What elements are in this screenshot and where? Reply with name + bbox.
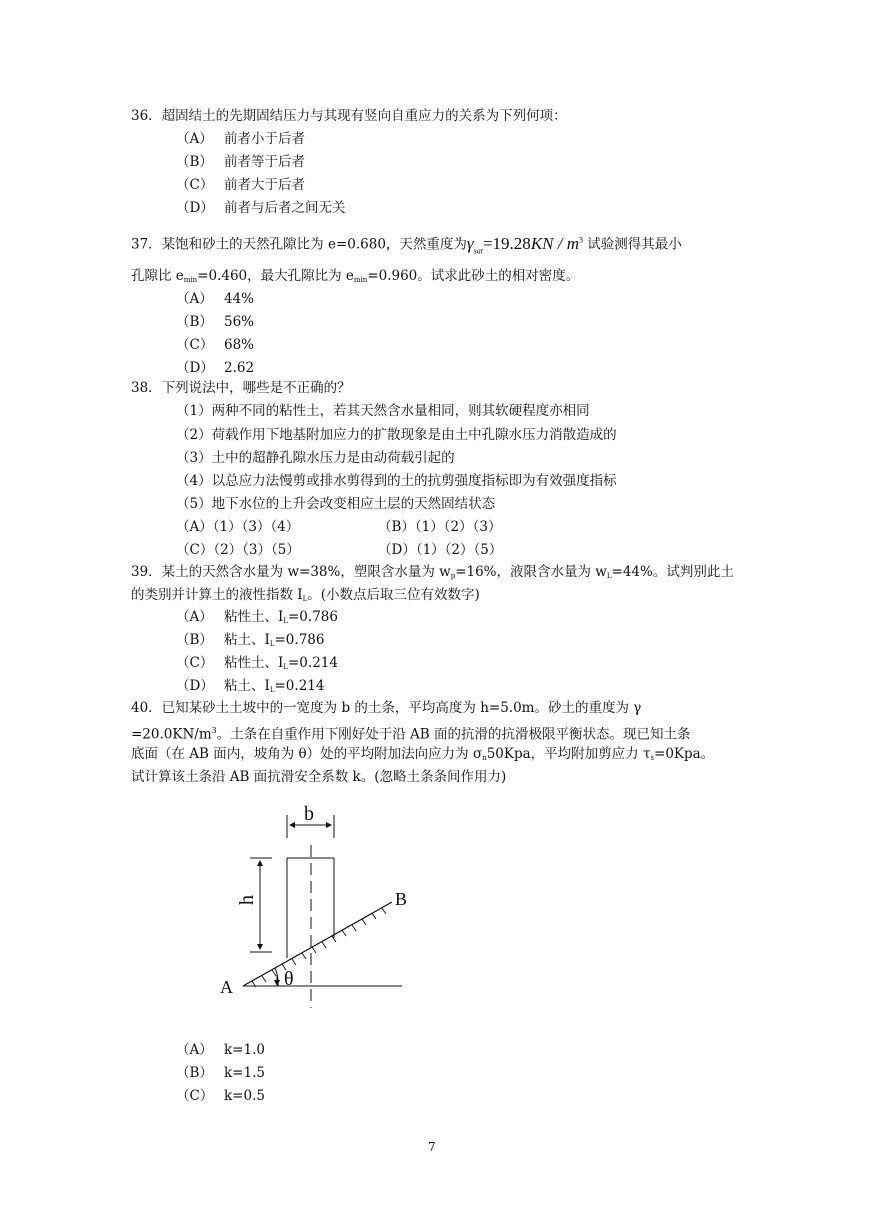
option-value: =0.786 [288, 609, 338, 625]
sigma-subscript: n [482, 754, 487, 762]
gamma-subscript: sat [473, 246, 483, 256]
option-text: 粘土、I [224, 678, 270, 694]
q37-stem-c3: =0.960。试求此砂土的相对密度。 [367, 268, 580, 284]
q39-line1-c: =44%。试判别此土 [611, 564, 734, 580]
option-label: （C） [176, 177, 214, 193]
option-text: 44% [224, 291, 255, 307]
option-subscript: L [283, 617, 288, 625]
q39-line1-a: 39．某土的天然含水量为 w=38%，塑限含水量为 w [131, 564, 451, 580]
q39-option-c [176, 653, 338, 677]
q40-line3-a: 底面（在 AB 面内，坡角为 θ）处的平均附加法向应力为 σ [131, 746, 483, 762]
q37-option-d [176, 358, 254, 378]
wp-subscript: p [450, 572, 456, 580]
q38-option-d: （D）（1）（2）（5） [378, 542, 503, 558]
option-value: =0.214 [274, 678, 325, 694]
option-label: （B） [176, 632, 213, 648]
option-label: （A） [176, 1042, 213, 1058]
option-value: =0.786 [274, 632, 325, 648]
q38-option-b: （B）（1）（2）（3） [378, 519, 502, 535]
option-label: （D） [176, 360, 214, 376]
option-text: 前者等于后者 [224, 154, 305, 170]
option-text: 前者大于后者 [224, 177, 305, 193]
q39-line2-b: 。(小数点后取三位有效数字) [307, 587, 480, 603]
q40-stem-line2 [131, 721, 690, 745]
soil-slice [287, 845, 334, 1008]
q39-line2-a: 的类别并计算土的液性指数 I [131, 587, 303, 603]
gamma-unit-exponent: 3 [579, 235, 583, 244]
gamma-unit: KN / m [530, 233, 579, 253]
option-label: （C） [176, 655, 214, 671]
label-b-point: B [395, 889, 408, 909]
q40-option-c [176, 1086, 265, 1106]
label-theta: θ [284, 968, 294, 990]
q38-statement-3: （3）土中的超静孔隙水压力是由动荷载引起的 [176, 450, 455, 466]
option-text: 前者与后者之间无关 [224, 200, 346, 216]
q40-option-a [176, 1040, 265, 1060]
option-text: 粘土、I [224, 632, 270, 648]
label-h: h [236, 895, 258, 905]
height-dimension [236, 858, 272, 952]
label-a: A [220, 977, 233, 997]
option-label: （B） [176, 314, 213, 330]
slip-surface-ab [243, 902, 402, 987]
q40-line3-c: =0Kpa。 [654, 746, 715, 762]
q36-option-b [176, 152, 305, 172]
option-subscript: L [283, 663, 288, 671]
page-number: 7 [428, 1140, 436, 1154]
option-subscript: L [269, 640, 275, 648]
option-text: k=1.0 [224, 1042, 265, 1058]
q38-statement-1: （1）两种不同的粘性土，若其天然含水量相同，则其软硬程度亦相同 [176, 403, 590, 419]
q37-option-b [176, 312, 254, 332]
option-text: k=0.5 [224, 1088, 265, 1104]
q37-stem-a: 37．某饱和砂土的天然孔隙比为 e=0.680，天然重度为 [131, 236, 467, 253]
option-text: 68% [224, 337, 255, 353]
q37-stem-line2 [131, 266, 579, 290]
q40-stem-line1: 40．已知某砂土土坡中的一宽度为 b 的土条，平均高度为 h=5.0m。砂土的重度为 γ [131, 700, 642, 716]
option-label: （A） [176, 291, 213, 307]
q40-stem-line4: 试计算该土条沿 AB 面抗滑安全系数 k。(忽略土条条间作用力) [131, 769, 507, 785]
gamma-symbol: γ [466, 233, 474, 253]
gamma-sat-formula [466, 233, 583, 256]
option-text: 56% [224, 314, 255, 330]
q36-stem: 36．超固结土的先期固结压力与其现有竖向自重应力的关系为下列何项： [131, 108, 567, 124]
q40-line2-b: 。土条在自重作用下刚好处于沿 AB 面的抗滑的抗滑极限平衡状态。现已知土条 [216, 726, 691, 743]
option-text: 前者小于后者 [224, 131, 305, 147]
q37-stem-c2: =0.460，最大孔隙比为 e [197, 268, 354, 284]
option-text: 2.62 [224, 360, 255, 376]
option-subscript: L [269, 686, 275, 694]
q38-option-a: （A）（1）（3）（4） [176, 519, 300, 535]
option-label: （C） [176, 337, 214, 353]
q39-stem-line2 [131, 585, 480, 609]
option-label: （A） [176, 131, 213, 147]
q39-stem-line1 [131, 562, 734, 586]
option-label: （B） [176, 154, 213, 170]
q36-option-a [176, 129, 305, 149]
q38-statement-4: （4）以总应力法慢剪或排水剪得到的土的抗剪强度指标即为有效强度指标 [176, 473, 617, 489]
q37-stem-c1: 孔隙比 e [131, 268, 184, 284]
q37-stem-line1 [131, 230, 682, 261]
q39-option-a [176, 607, 338, 631]
q38-stem: 38．下列说法中，哪些是不正确的？ [131, 380, 351, 396]
q40-option-b [176, 1063, 265, 1083]
emin-subscript: min [183, 276, 198, 284]
q37-option-c [176, 335, 254, 355]
q40-stem-line3 [131, 744, 714, 768]
q38-option-c: （C）（2）（3）（5） [176, 542, 300, 558]
option-value: =0.214 [288, 655, 338, 671]
emax-subscript: min [353, 276, 368, 284]
q36-option-d [176, 198, 346, 218]
option-text: 粘性土、I [224, 609, 284, 625]
gamma-value: =19.28 [482, 233, 531, 253]
q40-line3-b: 50Kpa，平均附加剪应力 τ [486, 746, 651, 762]
option-label: （B） [176, 1065, 213, 1081]
q39-line1-b: =16%，液限含水量为 w [455, 564, 607, 580]
q36-option-c [176, 175, 305, 195]
il-subscript: L [302, 595, 308, 603]
q37-stem-b: 试验测得其最小 [587, 236, 682, 253]
q39-option-b [176, 630, 324, 654]
width-dimension [287, 803, 334, 838]
option-text: k=1.5 [224, 1065, 265, 1081]
option-text: 粘性土、I [224, 655, 284, 671]
option-label: （D） [176, 678, 214, 694]
q37-option-a [176, 289, 254, 309]
option-label: （D） [176, 200, 214, 216]
q38-statement-5: （5）地下水位的上升会改变相应土层的天然固结状态 [176, 496, 496, 512]
option-label: （C） [176, 1088, 214, 1104]
label-b: b [304, 803, 314, 825]
unit-exponent: 3 [211, 726, 217, 735]
q40-line2-a: =20.0KN/m [131, 726, 212, 743]
soil-slice-diagram [215, 795, 415, 1015]
q39-option-d [176, 676, 324, 700]
wl-subscript: L [606, 572, 612, 580]
tau-subscript: s [650, 754, 655, 762]
option-label: （A） [176, 609, 213, 625]
q38-statement-2: （2）荷载作用下地基附加应力的扩散现象是由土中孔隙水压力消散造成的 [176, 427, 617, 443]
